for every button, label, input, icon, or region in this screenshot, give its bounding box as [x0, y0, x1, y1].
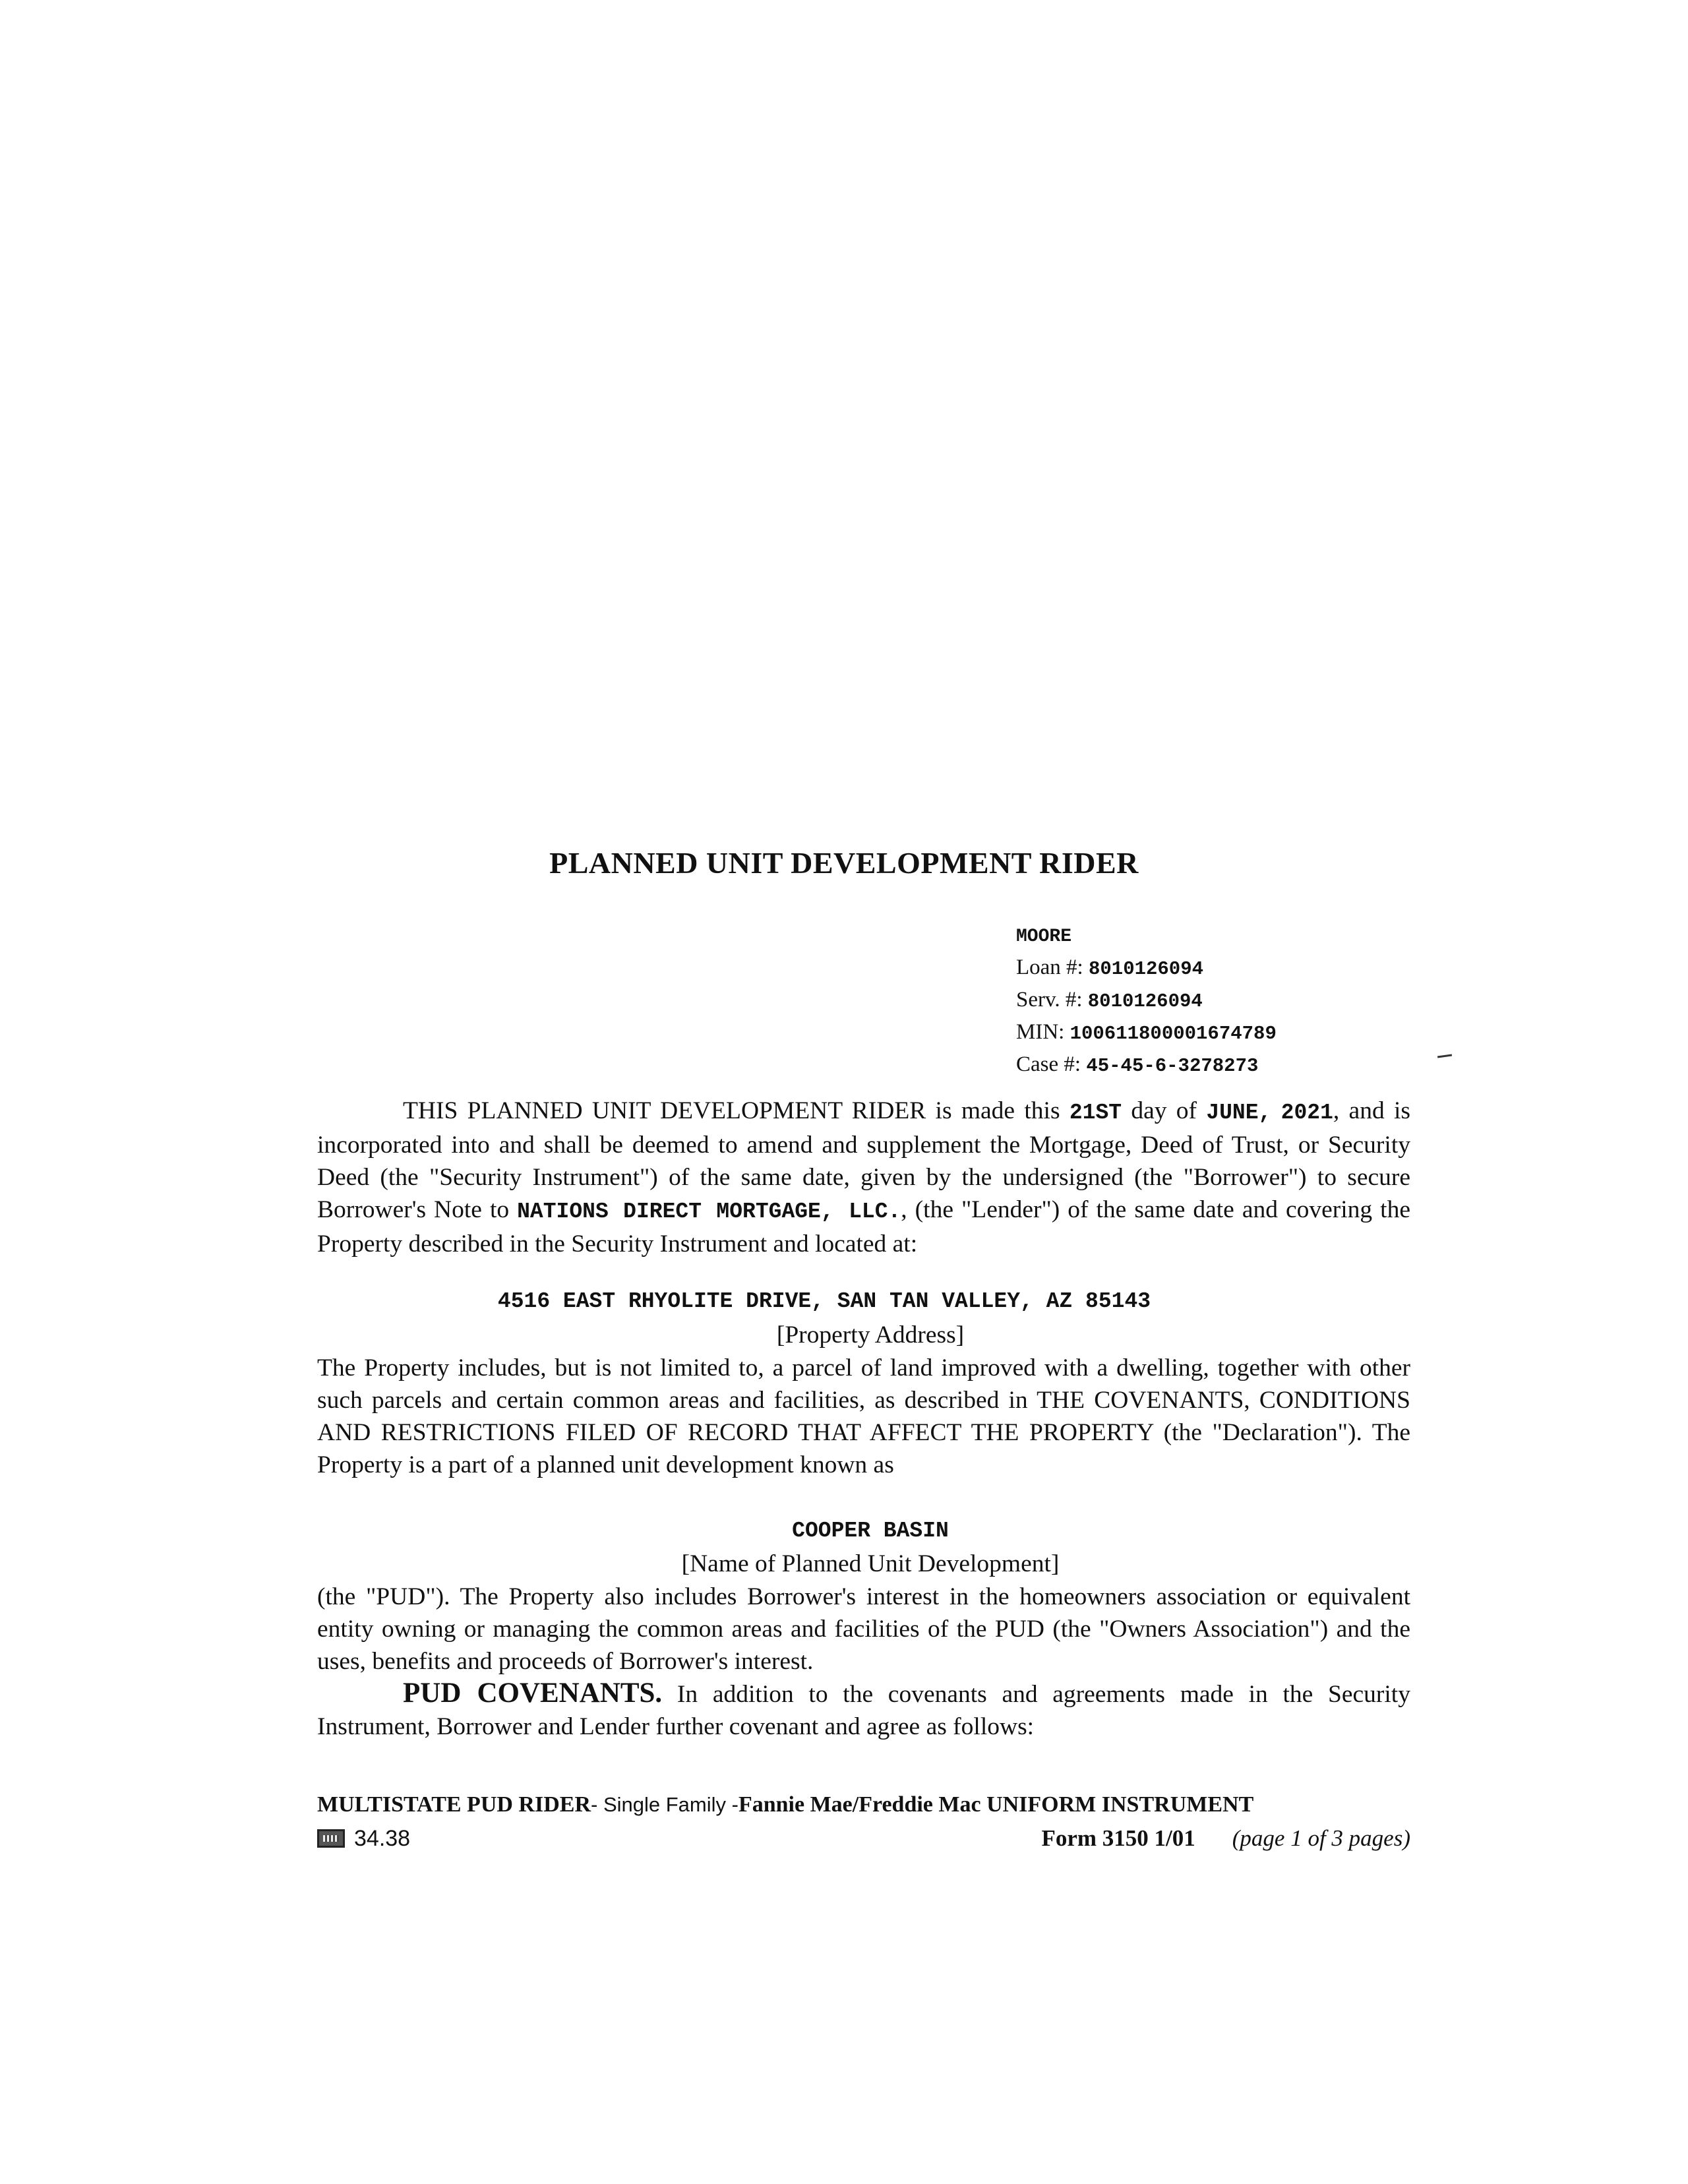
intro-text-1: THIS PLANNED UNIT DEVELOPMENT RIDER is made this [403, 1097, 1070, 1124]
serv-number-value: 8010126094 [1087, 990, 1203, 1012]
intro-text-4: , (the "Lender") of the same date and covering the Property described in the Security Instrument and located at: [317, 1196, 1410, 1258]
lender-name: NATIONS DIRECT MORTGAGE, LLC. [517, 1199, 901, 1224]
declaration-paragraph: The Property includes, but is not limited to, a parcel of land improved with a dwelling, together with other such parcels and certain common areas and facilities, as described in THE COVENANTS, CONDITIONS AND RESTRICTIONS FILED OF RECORD THAT AFFECT THE PROPERTY (the "Declaration"). The Property is a part of a planned unit development known as [317, 1354, 1410, 1478]
pud-name-caption: [Name of Planned Unit Development] [681, 1550, 1060, 1577]
footer-agencies: Fannie Mae/Freddie Mac UNIFORM INSTRUMENT [738, 1792, 1254, 1817]
footer-form-number: Form 3150 1/01 [1041, 1825, 1195, 1851]
intro-text-2: day of [1122, 1097, 1207, 1124]
footer-revision: 34.38 [354, 1826, 411, 1851]
pud-covenants-paragraph [317, 1677, 1410, 1743]
rider-month: JUNE, [1206, 1101, 1272, 1125]
owners-association-paragraph: (the "PUD"). The Property also includes Borrower's interest in the homeowners association or equivalent entity owning or managing the common areas and facilities of the PUD (the "Owners Association") and the uses, benefits and proceeds of Borrower's interest. [317, 1583, 1410, 1675]
borrower-name: MOORE [1016, 926, 1072, 947]
footer-form-info [317, 1825, 1410, 1852]
loan-number-label: Loan #: [1016, 956, 1083, 979]
min-value: 100611800001674789 [1070, 1023, 1277, 1045]
footer-rider-name: MULTISTATE PUD RIDER [317, 1792, 591, 1817]
case-number-label: Case #: [1016, 1052, 1081, 1076]
document-title: PLANNED UNIT DEVELOPMENT RIDER [549, 846, 1139, 880]
form-logo-icon [317, 1829, 345, 1848]
pud-name: COOPER BASIN [792, 1519, 949, 1543]
min-label: MIN: [1016, 1020, 1065, 1044]
pud-covenants-text: In addition to the covenants and agreements made in the Security Instrument, Borrower and Lender further covenant and agree as follows: [317, 1681, 1410, 1740]
case-number-row [1016, 1049, 1277, 1081]
footer-single-family: - Single Family - [591, 1793, 738, 1816]
stray-pen-mark [1437, 1054, 1452, 1058]
serv-number-label: Serv. #: [1016, 988, 1083, 1012]
loan-number-row [1016, 952, 1277, 985]
serv-number-row [1016, 985, 1277, 1017]
loan-number-value: 8010126094 [1088, 958, 1204, 980]
pud-covenants-heading: PUD COVENANTS. [403, 1678, 663, 1709]
rider-year: 2021 [1281, 1101, 1333, 1125]
intro-paragraph [317, 1095, 1410, 1260]
property-address-caption: [Property Address] [776, 1321, 965, 1349]
min-row [1016, 1017, 1277, 1049]
intro-text-3: , and is incorporated into and shall be deemed to amend and supplement the Mortgage, Deed of Trust, or Security Deed (the "Security Instrument") of the same date, given by the undersigned (the "Borrower") to secure Borrower's Note to [317, 1097, 1410, 1223]
property-address: 4516 EAST RHYOLITE DRIVE, SAN TAN VALLEY, AZ 85143 [497, 1289, 1151, 1314]
rider-day: 21ST [1069, 1101, 1122, 1125]
footer-form-reference [1041, 1825, 1410, 1852]
loan-identifiers [1016, 919, 1277, 1081]
case-number-value: 45-45-6-3278273 [1086, 1055, 1259, 1077]
footer-form-title [317, 1792, 1253, 1817]
footer-page-count: (page 1 of 3 pages) [1232, 1825, 1410, 1851]
